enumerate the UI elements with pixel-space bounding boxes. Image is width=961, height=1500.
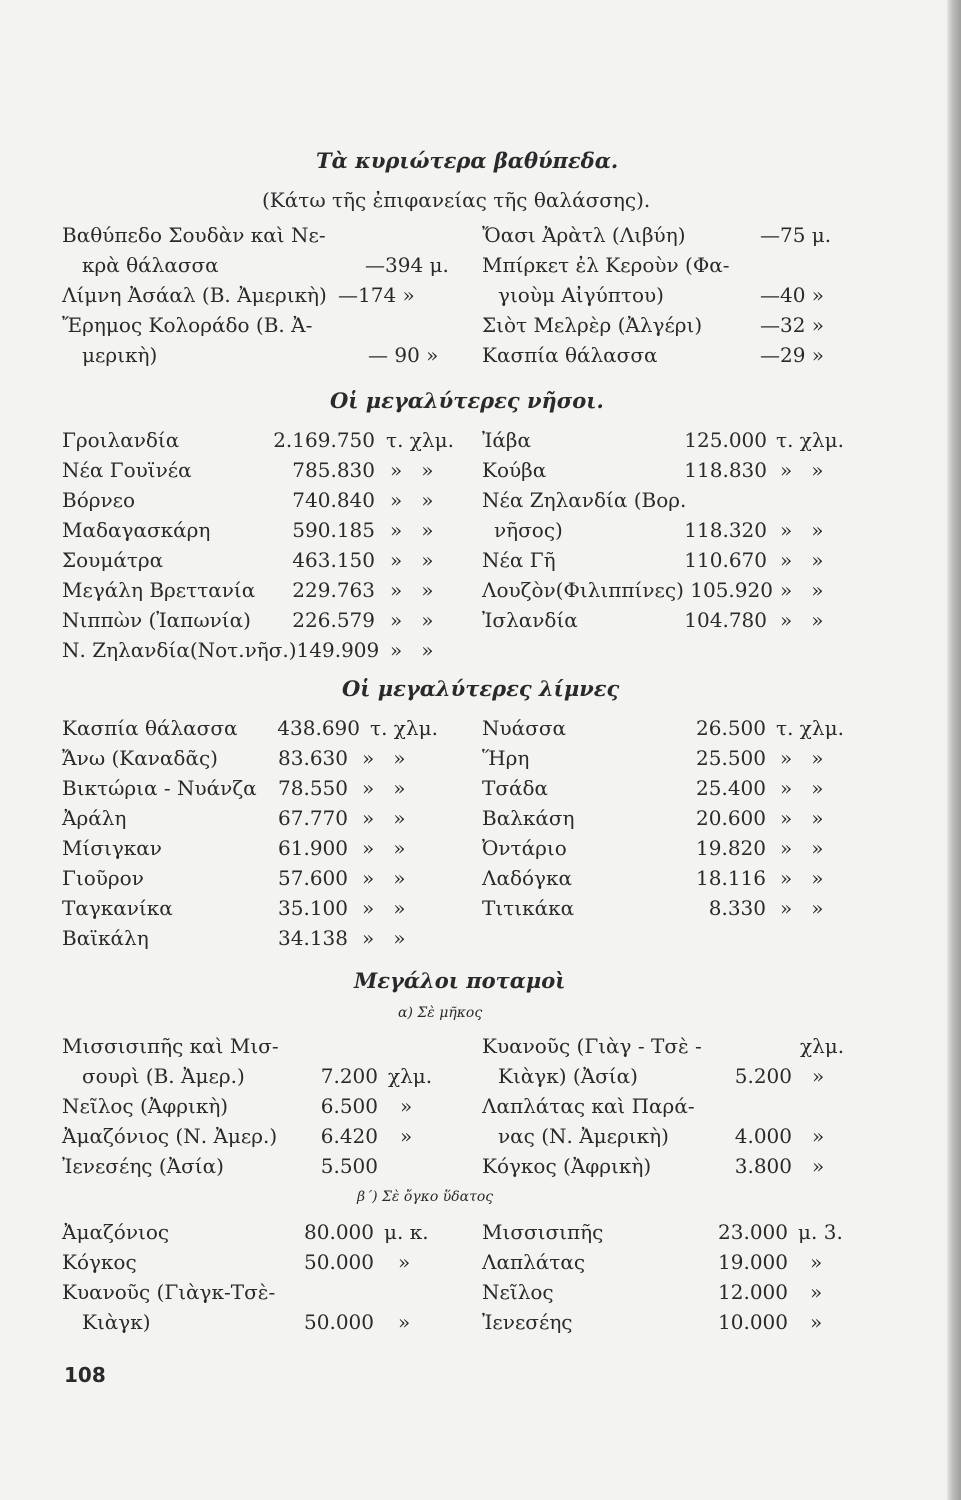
- lake-name: Βαλκάση: [482, 806, 575, 830]
- lake-area: 34.138: [278, 926, 348, 950]
- lake-name: Λαδόγκα: [482, 866, 572, 890]
- river-unit: »: [812, 1064, 825, 1088]
- lake-name: Βικτώρια - Νυάνζα: [62, 776, 257, 800]
- river-name: Ἰενεσέης: [482, 1310, 573, 1334]
- river-unit: »: [812, 1124, 825, 1148]
- island-name-cont: νῆσος): [494, 518, 563, 542]
- island-unit: τ. χλμ.: [386, 428, 454, 452]
- river-name: Μισσισιπῆς καὶ Μισ-: [62, 1034, 279, 1058]
- island-name: Λουζὸν(Φιλιππίνες) 105.920: [482, 578, 773, 602]
- lake-name: Μίσιγκαν: [62, 836, 162, 860]
- lake-name: Τσάδα: [482, 776, 549, 800]
- river-name: Κυανοῦς (Γιὰγ - Τσὲ -: [482, 1034, 702, 1058]
- page-number: 108: [64, 1363, 106, 1387]
- lake-area: 78.550: [278, 776, 348, 800]
- section-title-depressions: Τὰ κυριώτερα βαθύπεδα.: [316, 148, 619, 173]
- river-volume: 50.000: [304, 1310, 374, 1334]
- river-name: Λαπλάτας: [482, 1250, 586, 1274]
- lake-unit: τ. χλμ.: [370, 716, 438, 740]
- island-name: Νέα Γουϊνέα: [62, 458, 192, 482]
- lake-unit: » »: [362, 926, 406, 950]
- depression-name-cont: γιοὺμ Αἰγύπτου): [498, 283, 664, 307]
- island-unit: » »: [780, 548, 824, 572]
- lake-unit: » »: [780, 746, 824, 770]
- depression-name: Λίμνη Ἀσάαλ (Β. Ἀμερικὴ): [62, 283, 327, 307]
- river-unit: »: [400, 1124, 413, 1148]
- river-unit: »: [398, 1310, 411, 1334]
- island-name: Ἰάβα: [482, 428, 531, 452]
- river-unit: μ. κ.: [384, 1220, 429, 1244]
- lake-area: 18.116: [696, 866, 766, 890]
- section-title-islands: Οἱ μεγαλύτερες νῆσοι.: [330, 388, 604, 413]
- island-unit: » »: [390, 518, 434, 542]
- island-unit: » »: [390, 638, 434, 662]
- lake-name: Νυάσσα: [482, 716, 566, 740]
- section-subtitle-depressions: (Κάτω τῆς ἐπιφανείας τῆς θαλάσσης).: [262, 188, 651, 212]
- island-name: Νιππὼν (Ἰαπωνία): [62, 608, 251, 632]
- river-unit: »: [810, 1250, 823, 1274]
- island-name: Μεγάλη Βρεττανία: [62, 578, 256, 602]
- lake-unit: » »: [780, 806, 824, 830]
- river-name: Ἀμαζόνιος: [62, 1220, 170, 1244]
- river-length: 7.200: [320, 1064, 378, 1088]
- depression-value: —29 »: [760, 343, 825, 367]
- section-title-lakes: Οἱ μεγαλύτερες λίμνες: [342, 676, 620, 701]
- depression-name-cont: κρὰ θάλασσα: [82, 253, 219, 277]
- island-name: Νέα Γῆ: [482, 548, 556, 572]
- lake-area: 8.330: [708, 896, 766, 920]
- river-name: Νεῖλος: [482, 1280, 554, 1304]
- lake-area: 26.500: [696, 716, 766, 740]
- island-unit: τ. χλμ.: [776, 428, 844, 452]
- river-name: Ἰενεσέης (Ἀσία): [62, 1154, 224, 1178]
- depression-value: —394 μ.: [365, 253, 449, 277]
- lake-unit: » »: [362, 776, 406, 800]
- river-length: 6.420: [320, 1124, 378, 1148]
- lake-unit: τ. χλμ.: [776, 716, 844, 740]
- river-volume: 80.000: [304, 1220, 374, 1244]
- river-unit: »: [810, 1310, 823, 1334]
- section-title-rivers: Μεγάλοι ποταμοὶ: [354, 968, 566, 993]
- depression-name: Κασπία θάλασσα: [482, 343, 658, 367]
- river-unit: μ. 3.: [798, 1220, 843, 1244]
- lake-name: Ἥρη: [482, 746, 530, 770]
- depression-value: —40 »: [760, 283, 825, 307]
- island-unit: » »: [390, 458, 434, 482]
- island-area: 125.000: [684, 428, 767, 452]
- depression-name: Ὄασι Ἀρὰτλ (Λιβύη): [482, 223, 686, 247]
- lake-area: 25.400: [696, 776, 766, 800]
- island-name: Κούβα: [482, 458, 547, 482]
- lake-name: Γιοῦρον: [62, 866, 144, 890]
- lake-area: 35.100: [278, 896, 348, 920]
- lake-unit: » »: [362, 866, 406, 890]
- lake-unit: » »: [362, 806, 406, 830]
- island-name: Σουμάτρα: [62, 548, 164, 572]
- river-length: 5.500: [320, 1154, 378, 1178]
- river-name: Κυανοῦς (Γιὰγκ-Τσὲ-: [62, 1280, 276, 1304]
- island-area: 226.579: [292, 608, 375, 632]
- river-volume: 10.000: [718, 1310, 788, 1334]
- river-length: 6.500: [320, 1094, 378, 1118]
- island-area: 118.830: [684, 458, 767, 482]
- lake-unit: » »: [362, 896, 406, 920]
- lake-unit: » »: [780, 866, 824, 890]
- lake-area: 57.600: [278, 866, 348, 890]
- river-name: Μισσισιπῆς: [482, 1220, 604, 1244]
- lake-name: Ἄνω (Καναδᾶς): [62, 746, 218, 770]
- island-name: Μαδαγασκάρη: [62, 518, 211, 542]
- depression-name: Σιὸτ Μελρὲρ (Ἀλγέρι): [482, 313, 703, 337]
- lake-name: Κασπία θάλασσα: [62, 716, 238, 740]
- lake-unit: » »: [362, 836, 406, 860]
- depression-name: Βαθύπεδο Σουδὰν καὶ Νε-: [62, 223, 326, 247]
- river-volume: 50.000: [304, 1250, 374, 1274]
- lake-unit: » »: [780, 776, 824, 800]
- depression-value: —174 »: [338, 283, 415, 307]
- river-name: Λαπλάτας καὶ Παρά-: [482, 1094, 695, 1118]
- river-length: 4.000: [734, 1124, 792, 1148]
- depression-value: —75 μ.: [760, 223, 832, 247]
- island-unit: » »: [390, 548, 434, 572]
- lake-name: Ἀράλη: [62, 806, 127, 830]
- island-unit: » »: [780, 608, 824, 632]
- depression-name: Μπίρκετ ἐλ Κεροὺν (Φα-: [482, 253, 730, 277]
- island-unit: » »: [780, 518, 824, 542]
- island-name: Ν. Ζηλανδία(Νοτ.νῆσ.)149.909: [62, 638, 380, 662]
- river-name-cont: Κιὰγκ): [82, 1310, 151, 1334]
- lake-name: Τιτικάκα: [482, 896, 575, 920]
- rivers-subheading-volume: β´) Σὲ ὄγκο ὕδατος: [357, 1189, 494, 1205]
- island-area: 2.169.750: [273, 428, 375, 452]
- river-unit: χλμ.: [388, 1064, 433, 1088]
- river-unit: »: [398, 1250, 411, 1274]
- river-name: Ἀμαζόνιος (Ν. Ἀμερ.): [62, 1124, 278, 1148]
- island-area: 590.185: [292, 518, 375, 542]
- depression-value: —32 »: [760, 313, 825, 337]
- river-volume: 23.000: [718, 1220, 788, 1244]
- island-unit: » »: [780, 458, 824, 482]
- lake-area: 438.690: [277, 716, 360, 740]
- island-name: Βόρνεο: [62, 488, 136, 512]
- rivers-subheading-length: α) Σὲ μῆκος: [398, 1005, 483, 1021]
- island-unit: » »: [390, 608, 434, 632]
- lake-area: 67.770: [278, 806, 348, 830]
- river-volume: 12.000: [718, 1280, 788, 1304]
- island-area: 740.840: [292, 488, 375, 512]
- lake-unit: » »: [780, 896, 824, 920]
- river-name: Κόγκος (Ἀφρικὴ): [482, 1154, 652, 1178]
- island-name: Γροιλανδία: [62, 428, 180, 452]
- river-unit: χλμ.: [800, 1034, 845, 1058]
- island-area: 110.670: [684, 548, 767, 572]
- lake-unit: » »: [362, 746, 406, 770]
- river-unit: »: [812, 1154, 825, 1178]
- island-area: 463.150: [292, 548, 375, 572]
- island-area: 229.763: [292, 578, 375, 602]
- island-area: 785.830: [292, 458, 375, 482]
- lake-area: 20.600: [696, 806, 766, 830]
- lake-name: Βαϊκάλη: [62, 926, 149, 950]
- river-length: 5.200: [734, 1064, 792, 1088]
- lake-area: 83.630: [278, 746, 348, 770]
- lake-area: 61.900: [278, 836, 348, 860]
- lake-unit: » »: [780, 836, 824, 860]
- river-name: Κόγκος: [62, 1250, 137, 1274]
- book-spine-shadow: [947, 0, 961, 1500]
- river-volume: 19.000: [718, 1250, 788, 1274]
- depression-name: Ἔρημος Κολοράδο (Β. Ἀ-: [62, 313, 313, 337]
- lake-area: 19.820: [696, 836, 766, 860]
- river-name-cont: Κιὰγκ) (Ἀσία): [498, 1064, 638, 1088]
- island-unit: » »: [390, 578, 434, 602]
- river-unit: »: [810, 1280, 823, 1304]
- island-unit: » »: [780, 578, 824, 602]
- river-name-cont: νας (Ν. Ἀμερικὴ): [498, 1124, 669, 1148]
- island-area: 118.320: [684, 518, 767, 542]
- lake-area: 25.500: [696, 746, 766, 770]
- lake-name: Ταγκανίκα: [62, 896, 173, 920]
- island-unit: » »: [390, 488, 434, 512]
- river-length: 3.800: [734, 1154, 792, 1178]
- island-name: Νέα Ζηλανδία (Βορ.: [482, 488, 687, 512]
- river-name: Νεῖλος (Ἀφρικὴ): [62, 1094, 229, 1118]
- depression-name-cont: μερικὴ): [82, 343, 158, 367]
- lake-name: Ὀντάριο: [482, 836, 567, 860]
- depression-value: — 90 »: [368, 343, 439, 367]
- island-area: 104.780: [684, 608, 767, 632]
- island-name: Ἰσλανδία: [482, 608, 578, 632]
- river-name-cont: σουρὶ (Β. Ἀμερ.): [82, 1064, 245, 1088]
- river-unit: »: [400, 1094, 413, 1118]
